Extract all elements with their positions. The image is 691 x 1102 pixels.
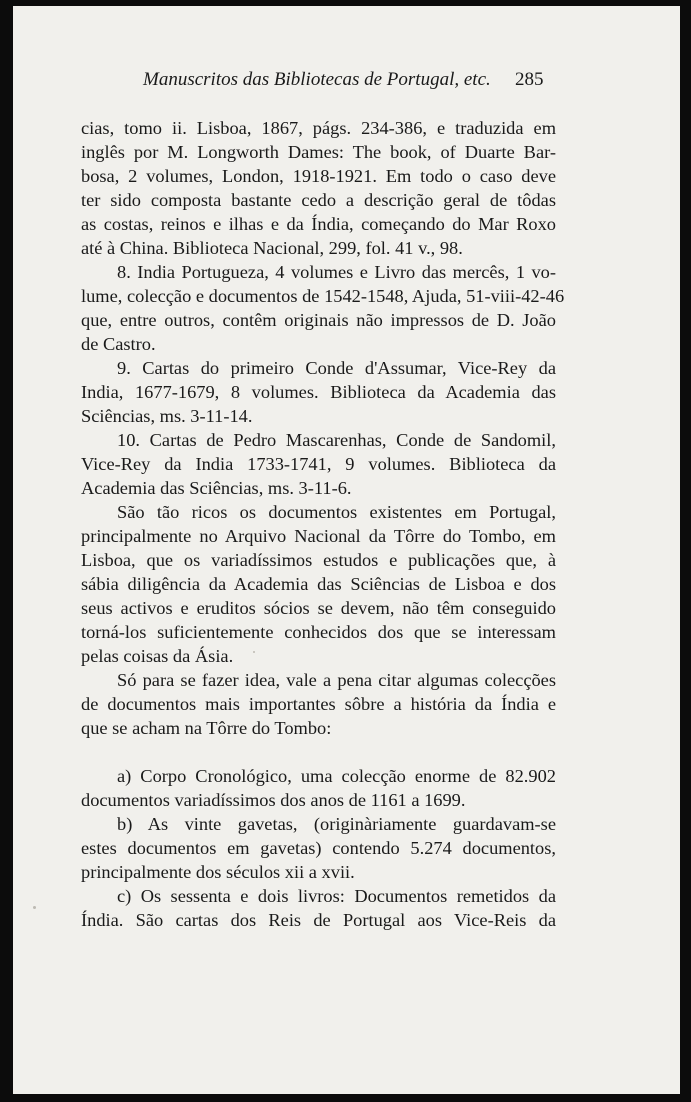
text-line: cias, tomo ii. Lisboa, 1867, págs. 234-386, e traduzida em [81,118,556,138]
text-line: que se acham na Tôrre do Tombo: [81,718,332,738]
running-title: Manuscritos das Bibliotecas de Portugal, etc. [143,69,491,90]
text-line: India, 1677-1679, 8 volumes. Biblioteca da Academia das [81,382,556,402]
text-line: São tão ricos os documentos existentes em Portugal, [117,502,556,522]
text-line: principalmente no Arquivo Nacional da Tôrre do Tombo, em [81,526,556,546]
text-line: documentos variadíssimos dos anos de 1161 a 1699. [81,790,466,810]
text-line: de Castro. [81,334,156,354]
text-line: Academia das Sciências, ms. 3-11-6. [81,478,352,498]
text-line: pelas coisas da Ásia. [81,646,234,666]
text-line: sábia diligência da Academia das Sciências de Lisboa e dos [81,574,556,594]
text-line: bosa, 2 volumes, London, 1918-1921. Em todo o caso deve [81,166,556,186]
text-line: 9. Cartas do primeiro Conde d'Assumar, Vice-Rey da [117,358,556,378]
text-line: Só para se fazer idea, vale a pena citar algumas colecções [117,670,556,690]
page-number: 285 [515,69,544,90]
text-line: Vice-Rey da India 1733-1741, 9 volumes. Biblioteca da [81,454,556,474]
text-line: as costas, reinos e ilhas e da Índia, começando do Mar Roxo [81,214,556,234]
book-page [13,6,680,1094]
paper-speck [253,651,255,653]
running-header [13,69,680,99]
text-line: até à China. Biblioteca Nacional, 299, fol. 41 v., 98. [81,238,463,258]
text-line: lume, colecção e documentos de 1542-1548, Ajuda, 51-viii-42-46 [81,286,565,306]
text-line: 8. India Portugueza, 4 volumes e Livro das mercês, 1 vo- [117,262,556,282]
text-line: de documentos mais importantes sôbre a história da Índia e [81,694,556,714]
list-item-c: c) Os sessenta e dois livros: Documentos remetidos da [117,886,556,906]
text-line: inglês por M. Longworth Dames: The book, of Duarte Bar- [81,142,556,162]
text-line: seus activos e eruditos sócios se devem, não têm conseguido [81,598,556,618]
text-line: Sciências, ms. 3-11-14. [81,406,253,426]
text-line: Índia. São cartas dos Reis de Portugal aos Vice-Reis da [81,910,556,930]
list-item-a: a) Corpo Cronológico, uma colecção enorme de 82.902 [117,766,556,786]
text-line: Lisboa, que os variadíssimos estudos e publicações que, à [81,550,556,570]
text-line: 10. Cartas de Pedro Mascarenhas, Conde de Sandomil, [117,430,556,450]
text-line: estes documentos em gavetas) contendo 5.274 documentos, [81,838,556,858]
paper-speck [33,906,36,909]
text-line: que, entre outros, contêm originais não impressos de D. João [81,310,556,330]
text-line: principalmente dos séculos xii a xvii. [81,862,355,882]
text-line: ter sido composta bastante cedo a descrição geral de tôdas [81,190,556,210]
list-item-b: b) As vinte gavetas, (originàriamente guardavam-se [117,814,556,834]
text-line: torná-los suficientemente conhecidos dos que se interessam [81,622,556,642]
